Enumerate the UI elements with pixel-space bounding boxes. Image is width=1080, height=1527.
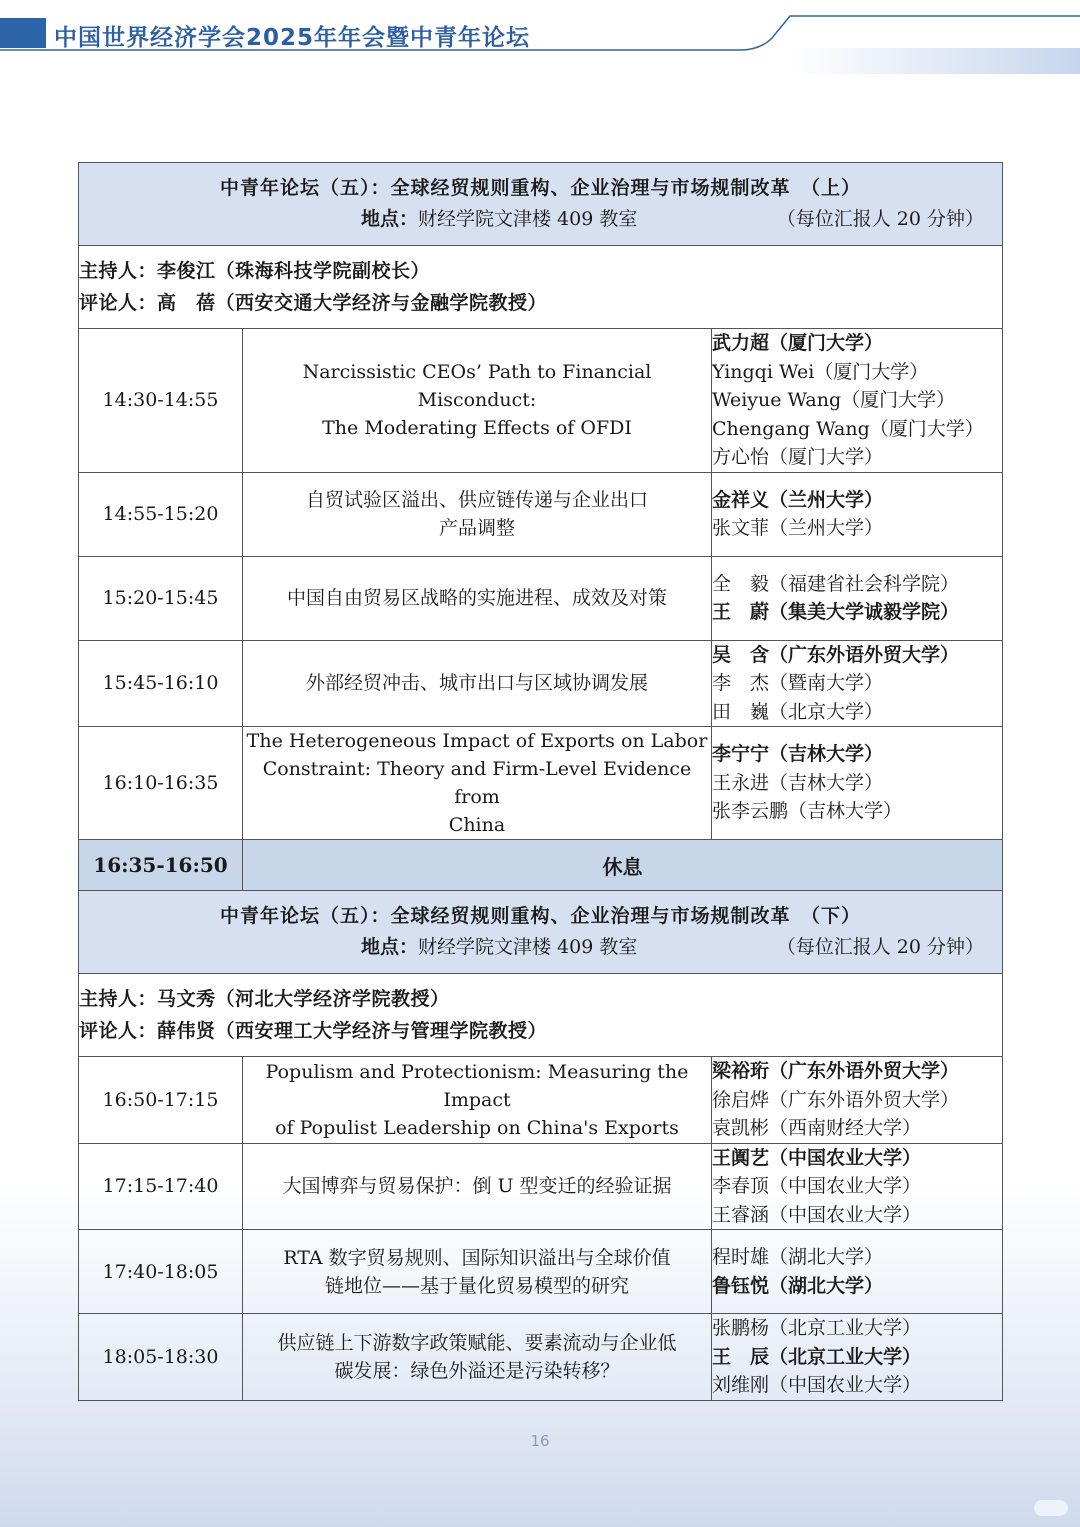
break-label: 休息 <box>243 840 1003 891</box>
authors-list <box>712 556 1003 640</box>
authors-list <box>712 1057 1003 1144</box>
session-title: 中青年论坛（五）：全球经贸规则重构、企业治理与市场规制改革 （上） <box>220 177 862 199</box>
watermark-badge <box>1034 1500 1068 1516</box>
author-entry: 王 辰（北京工业大学） <box>712 1345 922 1368</box>
time-limit-note: （每位汇报人 20 分钟） <box>776 936 985 958</box>
table-row <box>79 1057 1003 1144</box>
author-entry: 张鹏杨（北京工业大学） <box>712 1317 922 1339</box>
author-entry: 武力超（厦门大学） <box>712 332 884 354</box>
table-row <box>79 1230 1003 1314</box>
table-row <box>79 1143 1003 1230</box>
page-number: 16 <box>530 1432 550 1450</box>
paper-title <box>243 640 712 727</box>
location-wrap <box>361 931 637 963</box>
paper-title-line: The Heterogeneous Impact of Exports on Labor <box>246 730 708 752</box>
author-entry: 李春顶（中国农业大学） <box>712 1175 922 1197</box>
paper-title-line: 产品调整 <box>438 517 515 539</box>
paper-title <box>243 1230 712 1314</box>
location-text: 财经学院文津楼 409 教室 <box>418 208 638 230</box>
discussant-line: 评论人：薛伟贤（西安理工大学经济与管理学院教授） <box>79 1020 548 1042</box>
break-row <box>79 840 1003 891</box>
table-row <box>79 556 1003 640</box>
paper-title-line: of Populist Leadership on China's Exports <box>275 1116 679 1139</box>
authors-list <box>712 727 1003 840</box>
paper-title-line: China <box>448 814 506 836</box>
session-header-row <box>79 891 1003 974</box>
break-time: 16:35-16:50 <box>79 840 243 891</box>
table-row <box>79 472 1003 556</box>
author-entry: Yingqi Wei（厦门大学） <box>712 360 929 383</box>
paper-title-line: Narcissistic CEOs’ Path to Financial Misconduct: <box>302 361 652 412</box>
time-slot: 15:45-16:10 <box>79 640 243 727</box>
host-line: 主持人：李俊江（珠海科技学院副校长） <box>79 260 431 282</box>
author-entry: 全 毅（福建省社会科学院） <box>712 572 960 595</box>
author-entry: 徐启烨（广东外语外贸大学） <box>712 1088 960 1111</box>
host-cell <box>79 974 1003 1057</box>
paper-title <box>243 1143 712 1230</box>
author-entry: 李宁宁（吉林大学） <box>712 743 884 766</box>
author-entry: 金祥义（兰州大学） <box>712 488 884 511</box>
time-slot: 17:15-17:40 <box>79 1143 243 1230</box>
time-slot: 16:50-17:15 <box>79 1057 243 1144</box>
paper-title <box>243 727 712 840</box>
author-entry: 李 杰（暨南大学） <box>712 672 884 694</box>
paper-title-line: 供应链上下游数字政策赋能、要素流动与企业低 <box>277 1331 677 1354</box>
paper-title <box>243 1057 712 1144</box>
author-entry: 张文菲（兰州大学） <box>712 517 884 539</box>
location-text: 财经学院文津楼 409 教室 <box>418 936 638 958</box>
paper-title-line: 自贸试验区溢出、供应链传递与企业出口 <box>305 489 648 511</box>
schedule-table <box>78 162 1003 1401</box>
author-entry: 王睿涵（中国农业大学） <box>712 1203 922 1226</box>
paper-title-line: RTA 数字贸易规则、国际知识溢出与全球价值 <box>283 1246 671 1269</box>
author-entry: 刘维刚（中国农业大学） <box>712 1374 922 1396</box>
paper-title-line: Populism and Protectionism: Measuring the Impact <box>265 1060 689 1111</box>
author-entry: 王永进（吉林大学） <box>712 771 884 794</box>
host-line: 主持人：马文秀（河北大学经济学院教授） <box>79 988 450 1010</box>
paper-title-line: 碳发展：绿色外溢还是污染转移？ <box>334 1359 620 1382</box>
time-slot: 17:40-18:05 <box>79 1230 243 1314</box>
table-row <box>79 1314 1003 1401</box>
paper-title <box>243 556 712 640</box>
location-label: 地点： <box>361 208 419 230</box>
session-title: 中青年论坛（五）：全球经贸规则重构、企业治理与市场规制改革 （下） <box>220 905 862 927</box>
session-header <box>79 163 1003 246</box>
table-row <box>79 640 1003 727</box>
authors-list <box>712 1143 1003 1230</box>
location-label: 地点： <box>361 936 419 958</box>
time-slot: 18:05-18:30 <box>79 1314 243 1401</box>
authors-list <box>712 329 1003 473</box>
page-header <box>0 0 1080 80</box>
time-slot: 15:20-15:45 <box>79 556 243 640</box>
paper-title-line: 链地位——基于量化贸易模型的研究 <box>324 1274 629 1297</box>
paper-title <box>243 329 712 473</box>
session-header <box>79 891 1003 974</box>
conference-title: 中国世界经济学会2025年年会暨中青年论坛 <box>54 25 531 51</box>
author-entry: 张李云鹏（吉林大学） <box>712 800 903 823</box>
paper-title-line: The Moderating Effects of OFDI <box>322 417 632 440</box>
author-entry: 吴 含（广东外语外贸大学） <box>712 643 960 666</box>
session-host-row <box>79 974 1003 1057</box>
discussant-line: 评论人：高 蓓（西安交通大学经济与金融学院教授） <box>79 292 548 314</box>
session-location-line <box>79 931 1002 963</box>
paper-title-line: Constraint: Theory and Firm-Level Evidence from <box>262 758 692 808</box>
author-entry: 鲁钰悦（湖北大学） <box>712 1274 884 1297</box>
time-limit-note: （每位汇报人 20 分钟） <box>776 208 985 230</box>
author-entry: 梁裕珩（广东外语外贸大学） <box>712 1060 960 1082</box>
author-entry: Chengang Wang（厦门大学） <box>712 417 984 440</box>
location-wrap <box>361 203 637 235</box>
author-entry: 袁凯彬（西南财经大学） <box>712 1117 922 1139</box>
paper-title <box>243 1314 712 1401</box>
session-header-row <box>79 163 1003 246</box>
paper-title <box>243 472 712 556</box>
authors-list <box>712 640 1003 727</box>
host-cell <box>79 246 1003 329</box>
author-entry: 王阗艺（中国农业大学） <box>712 1146 922 1169</box>
author-entry: Weiyue Wang（厦门大学） <box>712 389 956 411</box>
author-entry: 王 蔚（集美大学诚毅学院） <box>712 601 960 623</box>
session-host-row <box>79 246 1003 329</box>
author-entry: 田 巍（北京大学） <box>712 700 884 723</box>
author-entry: 方心怡（厦门大学） <box>712 446 884 468</box>
session-location-line <box>79 203 1002 235</box>
paper-title-line: 外部经贸冲击、城市出口与区域协调发展 <box>305 672 648 695</box>
time-slot: 14:30-14:55 <box>79 329 243 473</box>
header-gradient-band <box>790 48 1080 74</box>
time-slot: 16:10-16:35 <box>79 727 243 840</box>
authors-list <box>712 1230 1003 1314</box>
author-entry: 程时雄（湖北大学） <box>712 1246 884 1268</box>
table-row <box>79 329 1003 473</box>
table-row <box>79 727 1003 840</box>
authors-list <box>712 472 1003 556</box>
time-slot: 14:55-15:20 <box>79 472 243 556</box>
paper-title-line: 大国博弈与贸易保护：倒 U 型变迁的经验证据 <box>282 1175 672 1198</box>
paper-title-line: 中国自由贸易区战略的实施进程、成效及对策 <box>286 587 667 609</box>
authors-list <box>712 1314 1003 1401</box>
